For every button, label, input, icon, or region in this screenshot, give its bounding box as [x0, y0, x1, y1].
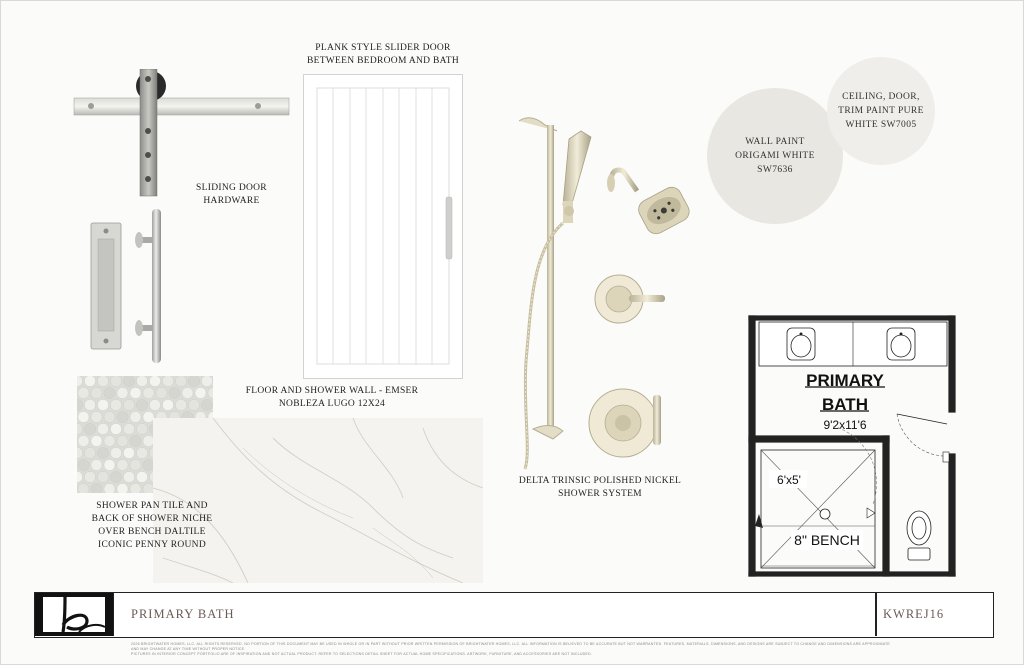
penny-tile	[117, 459, 128, 470]
penny-tile	[156, 387, 167, 398]
ceiling-paint-line1: CEILING, DOOR,	[842, 92, 920, 102]
penny-tile	[104, 435, 115, 446]
floor-plan-title-2: BATH	[822, 395, 868, 414]
floor-plan-title-1: PRIMARY	[806, 371, 884, 390]
penny-tile	[84, 399, 95, 410]
floor-plan	[747, 314, 959, 580]
legal-fine-print	[131, 642, 891, 657]
penny-tile	[201, 399, 212, 410]
shower-system-label	[511, 475, 689, 501]
penny-tile	[84, 376, 95, 387]
penny-tile	[130, 459, 141, 470]
penny-tile	[136, 376, 147, 387]
penny-tile	[97, 399, 108, 410]
shower-pan-line1: SHOWER PAN TILE AND	[96, 501, 208, 511]
penny-tile	[130, 411, 141, 422]
wall-paint-line2: ORIGAMI WHITE	[735, 151, 815, 161]
penny-tile	[110, 447, 121, 458]
brand-logo	[35, 593, 114, 636]
penny-tile	[117, 435, 128, 446]
penny-tile	[130, 387, 141, 398]
penny-tile	[149, 399, 160, 410]
penny-tile	[110, 423, 121, 434]
floor-label-line1: FLOOR AND SHOWER WALL - EMSER	[245, 386, 419, 396]
title-block	[34, 592, 994, 638]
shower-system-image	[511, 111, 701, 471]
penny-tile	[123, 447, 134, 458]
penny-tile	[91, 435, 102, 446]
penny-tile	[182, 387, 193, 398]
sheet-title: PRIMARY BATH	[131, 607, 235, 621]
penny-tile	[97, 447, 108, 458]
penny-tile	[123, 423, 134, 434]
penny-tile	[91, 387, 102, 398]
penny-tile	[175, 399, 186, 410]
door-pull-image	[89, 207, 169, 367]
shower-system-line2: SHOWER SYSTEM	[558, 489, 642, 499]
penny-tile	[136, 471, 147, 482]
penny-tile	[188, 376, 199, 387]
penny-tile	[97, 423, 108, 434]
penny-tile	[136, 447, 147, 458]
penny-tile	[104, 411, 115, 422]
penny-tile	[84, 471, 95, 482]
title-divider	[875, 593, 877, 636]
floor-plan-room-size: 9'2x11'6	[823, 418, 867, 432]
ceiling-paint-swatch	[827, 57, 935, 165]
door-label-line1: PLANK STYLE SLIDER DOOR	[315, 43, 451, 53]
wall-paint-line1: WALL PAINT	[745, 137, 805, 147]
penny-tile	[162, 399, 173, 410]
bench-label: 8" BENCH	[794, 532, 860, 548]
floor-label-line2: NOBLEZA LUGO 12X24	[278, 399, 386, 409]
penny-tile	[117, 483, 128, 493]
penny-tile	[195, 387, 206, 398]
penny-tile	[78, 459, 89, 470]
penny-tile	[78, 387, 89, 398]
plan-code: KWREJ16	[883, 607, 945, 621]
penny-tile	[117, 387, 128, 398]
penny-tile	[91, 483, 102, 493]
penny-tile	[188, 399, 199, 410]
penny-tile	[104, 387, 115, 398]
sliding-door-hardware-image	[73, 69, 293, 197]
shower-size: 6'x5'	[777, 473, 801, 487]
penny-tile	[169, 387, 180, 398]
penny-tile	[78, 435, 89, 446]
hardware-label: SLIDING DOOR HARDWARE	[196, 183, 267, 206]
penny-tile	[149, 376, 160, 387]
shower-pan-line2: BACK OF SHOWER NICHE	[91, 514, 213, 524]
door-label-line2: BETWEEN BEDROOM AND BATH	[306, 56, 460, 66]
penny-tile	[123, 376, 134, 387]
ceiling-paint-line2: TRIM PAINT PURE	[838, 106, 924, 116]
penny-tile	[110, 399, 121, 410]
wall-paint-swatch	[707, 88, 843, 224]
penny-tile	[104, 459, 115, 470]
penny-tile	[97, 376, 108, 387]
shower-system-line1: DELTA TRINSIC POLISHED NICKEL	[518, 476, 682, 486]
shower-pan-label	[83, 500, 221, 552]
penny-tile	[78, 411, 89, 422]
penny-tile	[104, 483, 115, 493]
penny-tile	[97, 471, 108, 482]
penny-tile	[110, 471, 121, 482]
shower-pan-line3: OVER BENCH DALTILE	[98, 527, 206, 537]
penny-tile	[130, 435, 141, 446]
penny-tile	[136, 423, 147, 434]
penny-tile	[143, 387, 154, 398]
penny-tile	[117, 411, 128, 422]
penny-tile	[136, 399, 147, 410]
door-label	[299, 42, 467, 68]
penny-tile	[162, 376, 173, 387]
plank-slider-door-image	[303, 74, 463, 379]
floor-label	[233, 385, 431, 411]
penny-tile	[84, 423, 95, 434]
penny-tile	[123, 399, 134, 410]
penny-tile	[84, 447, 95, 458]
penny-tile	[123, 471, 134, 482]
penny-tile	[201, 376, 212, 387]
wall-paint-line3: SW7636	[757, 165, 793, 175]
penny-tile	[91, 459, 102, 470]
penny-tile	[78, 483, 89, 493]
penny-tile	[91, 411, 102, 422]
penny-tile	[130, 483, 141, 493]
fine-print-line1: 2026 BRIGHTWATER HOMES, LLC. ALL RIGHTS RESERVED. NO PORTION OF THIS DOCUMENT MAY BE USED IN WHOLE OR IN PART WITHOUT PRIOR WRITTEN PERMISSION OF BRIGHTWATER HOMES, LLC. ALL INFORMATION IS BELIEVED TO BE ACCURATE BUT NOT WARRANTED. FEATURES, MATERIALS, DIMENSIONS, AND DESIGNS ARE SUBJECT TO CHANGE AND DIMENSIONS ARE APPROXIMATE AND MAY CHANGE AT ANY TIME WITHOUT PROPER NOTICE.	[131, 642, 891, 651]
ceiling-paint-line3: WHITE SW7005	[845, 120, 917, 130]
fine-print-line2: PICTURES IN INTERIOR CONCEPT PORTFOLIO ARE OF INSPIRATION AND NOT ACTUAL PRODUCT. REFER TO SELECTIONS DETAIL SHEET FOR ACTUAL HOME SPECIFICATIONS. ARTWORK, FURNITURE, AND ACCESSORIES ARE NOT INCLUDED.	[131, 652, 592, 656]
penny-tile	[110, 376, 121, 387]
shower-pan-line4: ICONIC PENNY ROUND	[98, 540, 206, 550]
penny-tile	[175, 376, 186, 387]
